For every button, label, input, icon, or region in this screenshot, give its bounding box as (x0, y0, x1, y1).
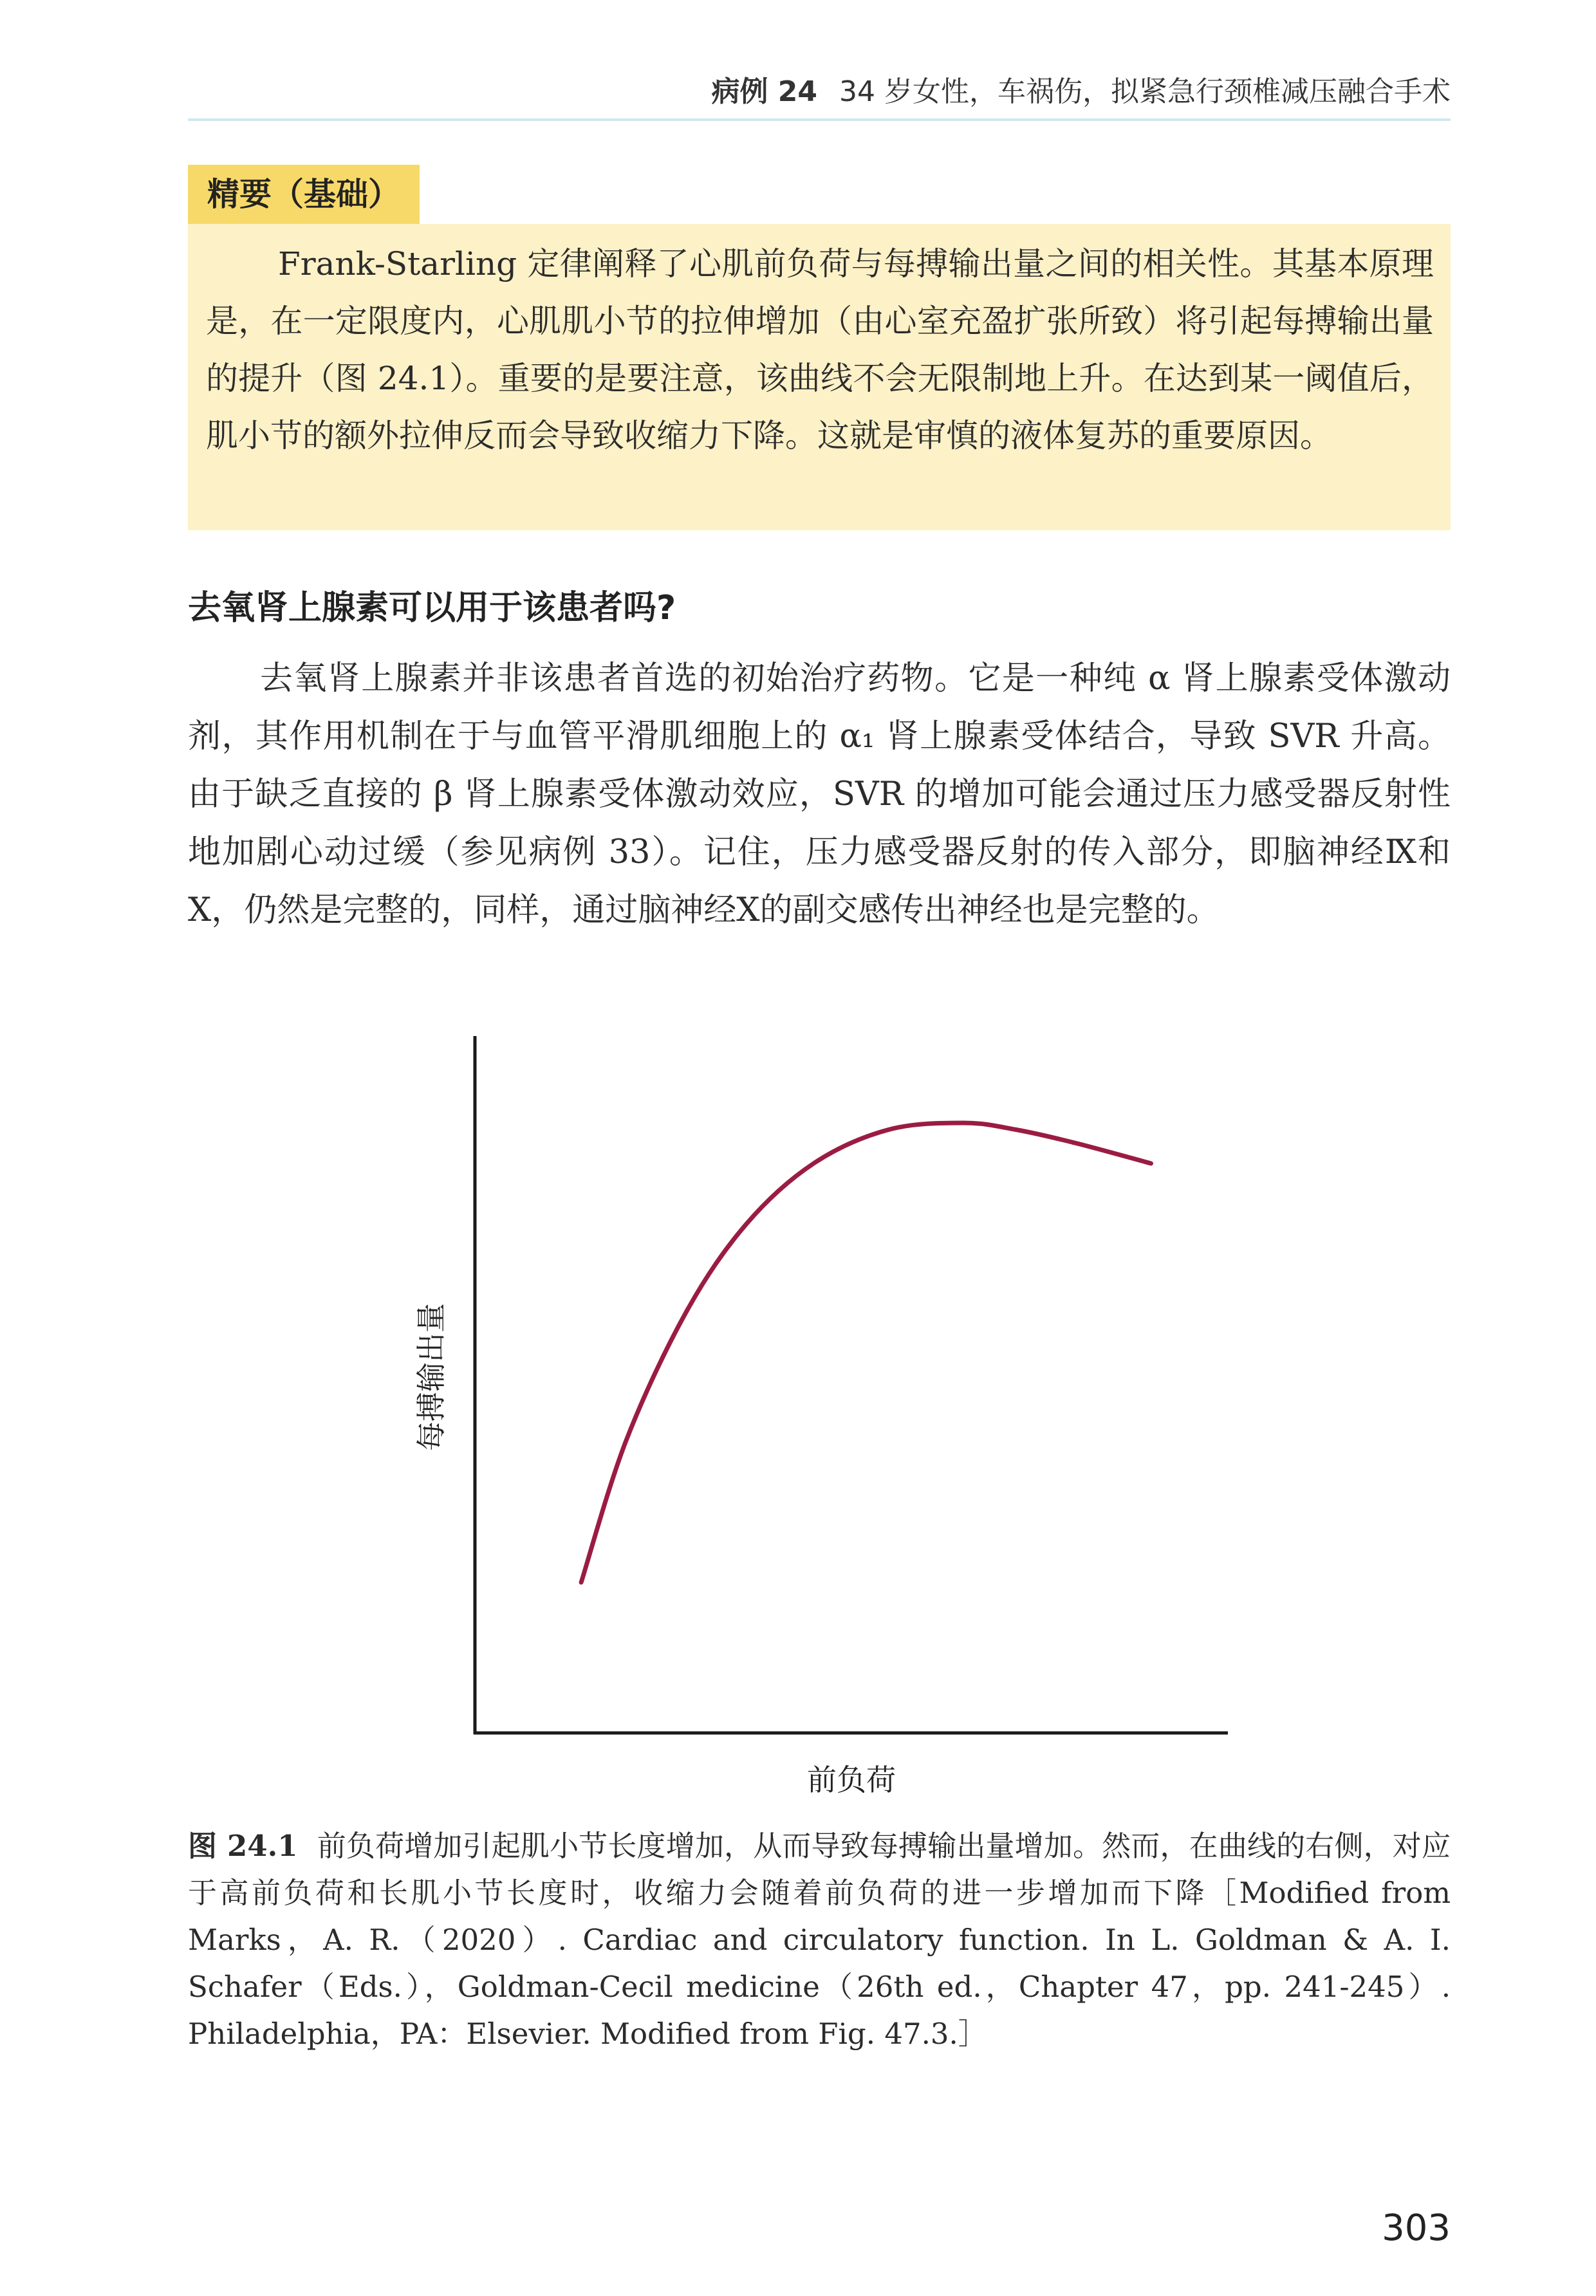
curve-point-0 (579, 1580, 583, 1584)
curve-point-3 (744, 1223, 748, 1227)
curve-point-2 (684, 1310, 688, 1314)
curve-point-1 (624, 1439, 628, 1443)
summary-text: Frank-Starling 定律阐释了心肌前负荷与每搏输出量之间的相关性。其基本原理是，在一定限度内，心肌肌小节的拉伸增加（由心室充盈扩张所致）将引起每搏输出量的提升（图 24.1）。重要的是要注意，该曲线不会无限制地上升。在达到某一阈值后，肌小节的额外拉伸反而会导致收缩力下降。这就是审慎的液体复苏的重要原因。 (206, 245, 1434, 454)
series-curve (581, 1123, 1151, 1582)
x-axis-label: 前负荷 (807, 1763, 896, 1797)
curve-point-9 (1149, 1162, 1153, 1165)
section-question: 去氧肾上腺素可以用于该患者吗? (188, 589, 676, 627)
caption-text: 前负荷增加引起肌小节长度增加，从而导致每搏输出量增加。然而，在曲线的右侧，对应于高前负荷和长肌小节长度时，收缩力会随着前负荷的进一步增加而下降［Modified from Marks，A. R.（2020）. Cardiac and circulatory function. In L. Goldman & A. I. Schafer（Eds.），Goldman-Cecil medicine（26th ed.，Chapter 47，pp. 241-245）. Philadelphia，PA：Elsevier. Modified from Fig. 47.3.］ (188, 1829, 1451, 2051)
case-label: 病例 24 (711, 75, 818, 108)
page-number: 303 (1382, 2207, 1451, 2249)
figure-caption (188, 1822, 1451, 2057)
curve-point-5 (887, 1128, 891, 1132)
case-title: 34 岁女性，车祸伤，拟紧急行颈椎减压融合手术 (839, 75, 1451, 108)
curve-point-4 (812, 1162, 815, 1165)
y-axis-label: 每搏输出量 (414, 1303, 449, 1451)
curve-point-6 (961, 1121, 965, 1125)
curve-point-7 (1014, 1128, 1018, 1132)
summary-tab: 精要（基础） (188, 165, 420, 224)
curve-point-8 (1074, 1142, 1078, 1145)
figure-number: 图 24.1 (188, 1829, 298, 1863)
section-answer: 去氧肾上腺素并非该患者首选的初始治疗药物。它是一种纯 α 肾上腺素受体激动剂，其作用机制在于与血管平滑肌细胞上的 α₁ 肾上腺素受体结合，导致 SVR 升高。由于缺乏直接的 β 肾上腺素受体激动效应，SVR 的增加可能会通过压力感受器反射性地加剧心动过缓（参见病例 33）。记住，压力感受器反射的传入部分，即脑神经Ⅸ和Ⅹ，仍然是完整的，同样，通过脑神经Ⅹ的副交感传出神经也是完整的。 (188, 660, 1451, 929)
